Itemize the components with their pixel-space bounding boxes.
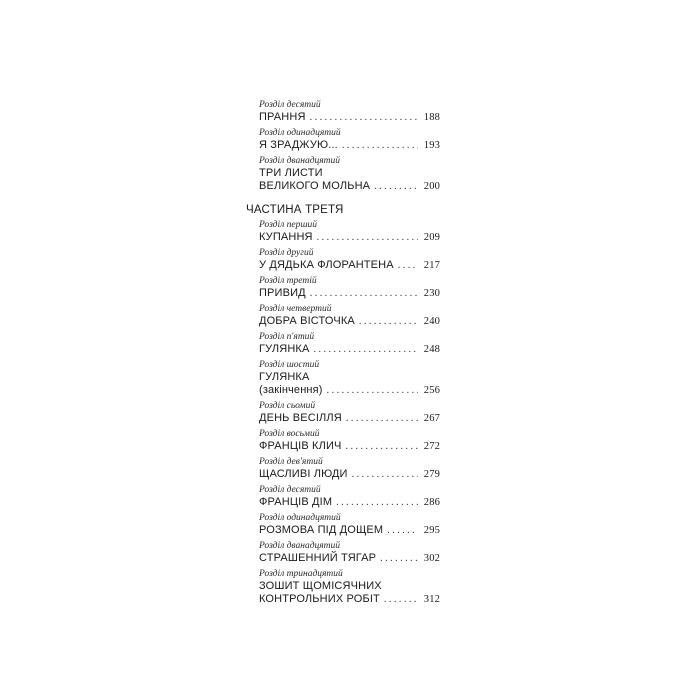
chapter-label: Розділ восьмий — [259, 429, 320, 439]
toc-entry — [259, 247, 440, 272]
chapter-title-line — [259, 524, 440, 537]
chapter-label: Розділ перший — [259, 220, 318, 230]
toc-entry — [259, 331, 440, 356]
toc-entry — [259, 484, 440, 509]
chapter-label: Розділ одинадцятий — [259, 128, 341, 138]
chapter-title-line — [259, 287, 440, 300]
chapter-label: Розділ дев'ятий — [259, 457, 323, 467]
toc-entry — [259, 155, 440, 193]
chapter-label: Розділ четвертий — [259, 304, 332, 314]
toc-entry — [259, 275, 440, 300]
leader-dots — [359, 315, 418, 328]
page-number: 279 — [423, 469, 440, 480]
page-number: 200 — [423, 181, 440, 192]
chapter-title-line — [259, 259, 440, 272]
page-number: 209 — [423, 232, 440, 243]
table-of-contents — [246, 99, 440, 609]
chapter-title: ГУЛЯНКА — [259, 371, 310, 383]
chapter-title-line — [259, 371, 440, 384]
toc-entry — [259, 428, 440, 453]
toc-entry — [259, 568, 440, 606]
toc-entry — [259, 99, 440, 124]
leader-dots — [336, 496, 418, 509]
chapter-title-line — [259, 139, 440, 152]
chapter-title: У ДЯДЬКА ФЛОРАНТЕНА — [259, 259, 394, 271]
leader-dots — [387, 524, 418, 537]
chapter-title: ТРИ ЛИСТИ — [259, 167, 323, 179]
chapter-title: ПРИВИД — [259, 287, 306, 299]
page-number: 193 — [423, 140, 440, 151]
page-number: 240 — [423, 316, 440, 327]
chapter-title-line — [259, 580, 440, 593]
chapter-label: Розділ тринадцятий — [259, 569, 343, 579]
toc-entry — [259, 359, 440, 397]
chapter-title-line — [259, 180, 440, 193]
page-number: 302 — [423, 553, 440, 564]
chapter-title-line — [259, 343, 440, 356]
leader-dots — [310, 287, 418, 300]
page-number: 230 — [423, 288, 440, 299]
part-two-entries — [246, 99, 440, 193]
chapter-title-line — [259, 496, 440, 509]
chapter-title: ЗОШИТ ЩОМІСЯЧНИХ — [259, 580, 382, 592]
chapter-label: Розділ шостий — [259, 360, 320, 370]
leader-dots — [374, 180, 418, 193]
chapter-title-line — [259, 468, 440, 481]
toc-entry — [259, 303, 440, 328]
chapter-title-line — [259, 552, 440, 565]
chapter-label: Розділ третій — [259, 276, 317, 286]
chapter-label: Розділ одинадцятий — [259, 513, 341, 523]
leader-dots — [384, 593, 418, 606]
page-number: 188 — [423, 112, 440, 123]
page-number: 286 — [423, 497, 440, 508]
toc-entry — [259, 540, 440, 565]
chapter-title: ФРАНЦІВ КЛИЧ — [259, 440, 342, 452]
page-number: 267 — [423, 413, 440, 424]
leader-dots — [313, 343, 418, 356]
page-number: 217 — [423, 260, 440, 271]
leader-dots — [310, 111, 418, 124]
page-number: 312 — [423, 594, 440, 605]
chapter-label: Розділ дванадцятий — [259, 156, 341, 166]
chapter-title: ГУЛЯНКА — [259, 343, 310, 355]
chapter-title: КУПАННЯ — [259, 231, 313, 243]
leader-dots — [352, 468, 418, 481]
chapter-title: КОНТРОЛЬНИХ РОБІТ — [259, 593, 380, 605]
page-number: 295 — [423, 525, 440, 536]
chapter-label: Розділ десятий — [259, 485, 321, 495]
leader-dots — [327, 384, 418, 397]
chapter-title: Я ЗРАДЖУЮ... — [259, 139, 338, 151]
chapter-title-line — [259, 384, 440, 397]
toc-entry — [259, 400, 440, 425]
chapter-label: Розділ п'ятий — [259, 332, 315, 342]
toc-entry — [259, 219, 440, 244]
chapter-title-line — [259, 167, 440, 180]
chapter-title: ВЕЛИКОГО МОЛЬНА — [259, 180, 371, 192]
chapter-title-line — [259, 315, 440, 328]
chapter-title-line — [259, 593, 440, 606]
chapter-title: СТРАШЕННИЙ ТЯГАР — [259, 552, 377, 564]
chapter-title: (закінчення) — [259, 384, 323, 396]
leader-dots — [317, 231, 418, 244]
page-number: 248 — [423, 344, 440, 355]
chapter-title: ДОБРА ВІСТОЧКА — [259, 315, 355, 327]
leader-dots — [346, 440, 419, 453]
chapter-title-line — [259, 231, 440, 244]
leader-dots — [342, 139, 418, 152]
page-number: 272 — [423, 441, 440, 452]
chapter-title: ПРАННЯ — [259, 111, 306, 123]
chapter-label: Розділ десятий — [259, 100, 321, 110]
chapter-label: Розділ другий — [259, 248, 314, 258]
chapter-title-line — [259, 412, 440, 425]
chapter-title-line — [259, 440, 440, 453]
toc-entry — [259, 127, 440, 152]
toc-entry — [259, 512, 440, 537]
chapter-label: Розділ сьомий — [259, 401, 316, 411]
leader-dots — [398, 259, 418, 272]
chapter-title: ФРАНЦІВ ДІМ — [259, 496, 333, 508]
chapter-label: Розділ дванадцятий — [259, 541, 341, 551]
chapter-title: РОЗМОВА ПІД ДОЩЕМ — [259, 524, 384, 536]
toc-entry — [259, 456, 440, 481]
chapter-title-line — [259, 111, 440, 124]
chapter-title: ДЕНЬ ВЕСІЛЛЯ — [259, 412, 342, 424]
leader-dots — [346, 412, 418, 425]
part-three-heading: ЧАСТИНА ТРЕТЯ — [246, 204, 344, 216]
part-three-entries — [246, 219, 440, 606]
chapter-title: ЩАСЛИВІ ЛЮДИ — [259, 468, 348, 480]
page-number: 256 — [423, 385, 440, 396]
leader-dots — [380, 552, 418, 565]
